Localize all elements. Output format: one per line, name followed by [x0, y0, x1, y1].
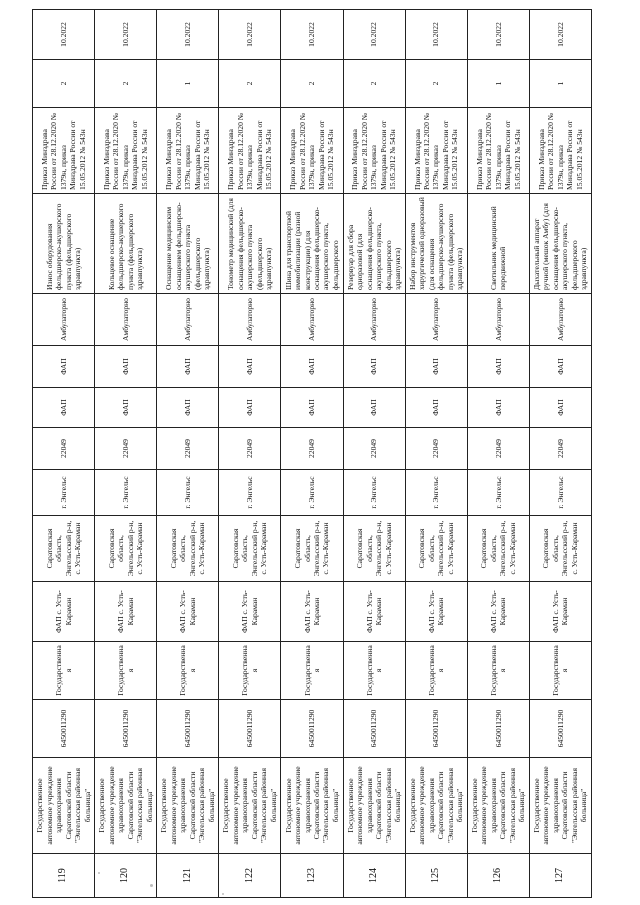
quantity-cell: 1	[157, 60, 219, 108]
settlement-cell: г. Энгельс	[405, 470, 467, 516]
year-cell: 22049	[405, 428, 467, 470]
object-address-cell: Саратовская область, Энгельсский р-н, с. Усть-Караман	[343, 516, 405, 582]
ownership-form-cell: Государственная	[343, 642, 405, 700]
object-type-cell: ФАП	[33, 388, 95, 428]
settlement-cell: г. Энгельс	[95, 470, 157, 516]
object-name-cell: ФАП с. Усть-Караман	[219, 582, 281, 642]
inn-cell: 6450011290	[157, 700, 219, 758]
measure-description-cell: Светильник медицинский передвижной	[467, 194, 529, 294]
settlement-cell: г. Энгельс	[281, 470, 343, 516]
care-form-cell: Амбулаторно	[95, 294, 157, 346]
deadline-cell: 10.2022	[467, 10, 529, 60]
row-number-cell: 120	[95, 854, 157, 898]
object-name-cell: ФАП с. Усть-Караман	[467, 582, 529, 642]
care-form-cell: Амбулаторно	[343, 294, 405, 346]
deadline-cell: 10.2022	[95, 10, 157, 60]
measure-description-cell: Дыхательный аппарат ручной (мешок Амбу) (для оснащения фельдшерско-акушерского пункта, фельдшерского здравпункта)	[529, 194, 591, 294]
inn-cell: 6450011290	[467, 700, 529, 758]
row-number-cell: 125	[405, 854, 467, 898]
care-form-cell: Амбулаторно	[405, 294, 467, 346]
settlement-cell: г. Энгельс	[467, 470, 529, 516]
institution-name-cell: Государственное автономное учреждение здравоохранения Саратовской области "Энгельсская районная больница"	[157, 758, 219, 854]
row-number-cell: 121	[157, 854, 219, 898]
deadline-cell: 10.2022	[529, 10, 591, 60]
unit-type-cell: ФАП	[95, 346, 157, 388]
year-cell: 22049	[281, 428, 343, 470]
table-row	[281, 10, 343, 898]
care-form-cell: Амбулаторно	[157, 294, 219, 346]
regulation-cell: Приказ Минздрава России от 28.12.2020 № 1379н, приказ Минздрава России от 15.05.2012 № 543н	[529, 108, 591, 194]
deadline-cell: 10.2022	[281, 10, 343, 60]
measure-description-cell: Набор инструментов хирургический одноразовый (для оснащения фельдшерско-акушерского пункта (фельдшерского здравпункта)	[405, 194, 467, 294]
deadline-cell: 10.2022	[405, 10, 467, 60]
measure-description-cell: Износ оборудования фельдшерско-акушерского пункта (фельдшерского здравпункта)	[33, 194, 95, 294]
object-address-cell: Саратовская область, Энгельсский р-н, с. Усть-Караман	[219, 516, 281, 582]
row-number-cell: 127	[529, 854, 591, 898]
measure-description-cell: Кольцевое оснащение фельдшерско-акушерского пункта (фельдшерского здравпункта)	[95, 194, 157, 294]
object-name-cell: ФАП с. Усть-Караман	[343, 582, 405, 642]
quantity-cell: 2	[405, 60, 467, 108]
table-row	[343, 10, 405, 898]
table-row	[219, 10, 281, 898]
unit-type-cell: ФАП	[529, 346, 591, 388]
quantity-cell: 2	[219, 60, 281, 108]
institution-name-cell: Государственное автономное учреждение здравоохранения Саратовской области "Энгельсская районная больница"	[281, 758, 343, 854]
scan-speck	[150, 884, 153, 887]
object-name-cell: ФАП с. Усть-Караман	[529, 582, 591, 642]
object-name-cell: ФАП с. Усть-Караман	[33, 582, 95, 642]
table-row	[95, 10, 157, 898]
measure-description-cell: Шина для транспортной иммобилизации (разной конструкции) (для оснащения фельдшерско-акушерского пункта, фельдшерского	[281, 194, 343, 294]
settlement-cell: г. Энгельс	[33, 470, 95, 516]
table-row	[33, 10, 95, 898]
object-address-cell: Саратовская область, Энгельсский р-н, с. Усть-Караман	[33, 516, 95, 582]
deadline-cell: 10.2022	[343, 10, 405, 60]
object-name-cell: ФАП с. Усть-Караман	[281, 582, 343, 642]
year-cell: 22049	[343, 428, 405, 470]
object-address-cell: Саратовская область, Энгельсский р-н, с. Усть-Караман	[281, 516, 343, 582]
year-cell: 22049	[467, 428, 529, 470]
regulation-cell: Приказ Минздрава России от 28.12.2020 № 1379н, приказ Минздрава России от 15.05.2012 № 543н	[281, 108, 343, 194]
row-number-cell: 123	[281, 854, 343, 898]
table-body	[33, 10, 592, 898]
measure-description-cell: Оснащение медицинским оснащением фельдшерско-акушерского пункта (фельдшерского здравпункта)	[157, 194, 219, 294]
object-name-cell: ФАП с. Усть-Караман	[405, 582, 467, 642]
regulation-cell: Приказ Минздрава России от 28.12.2020 № 1379н, приказ Минздрава России от 15.05.2012 № 543н	[467, 108, 529, 194]
regulation-cell: Приказ Минздрава России от 28.12.2020 № 1379н, приказ Минздрава России от 15.05.2012 № 543н	[157, 108, 219, 194]
object-address-cell: Саратовская область, Энгельсский р-н, с. Усть-Караман	[95, 516, 157, 582]
settlement-cell: г. Энгельс	[529, 470, 591, 516]
inn-cell: 6450011290	[343, 700, 405, 758]
inn-cell: 6450011290	[281, 700, 343, 758]
object-type-cell: ФАП	[157, 388, 219, 428]
year-cell: 22049	[529, 428, 591, 470]
ownership-form-cell: Государственная	[157, 642, 219, 700]
regulation-cell: Приказ Минздрава России от 28.12.2020 № 1379н, приказ Минздрава России от 15.05.2012 № 543н	[33, 108, 95, 194]
unit-type-cell: ФАП	[157, 346, 219, 388]
institution-name-cell: Государственное автономное учреждение здравоохранения Саратовской области "Энгельсская районная больница"	[219, 758, 281, 854]
institution-name-cell: Государственное автономное учреждение здравоохранения Саратовской области "Энгельсская районная больница"	[405, 758, 467, 854]
regulation-cell: Приказ Минздрава России от 28.12.2020 № 1379н, приказ Минздрава России от 15.05.2012 № 543н	[405, 108, 467, 194]
ownership-form-cell: Государственная	[467, 642, 529, 700]
object-type-cell: ФАП	[95, 388, 157, 428]
settlement-cell: г. Энгельс	[343, 470, 405, 516]
care-form-cell: Амбулаторно	[33, 294, 95, 346]
regulation-cell: Приказ Минздрава России от 28.12.2020 № 1379н, приказ Минздрава России от 15.05.2012 № 543н	[343, 108, 405, 194]
care-form-cell: Амбулаторно	[219, 294, 281, 346]
object-type-cell: ФАП	[281, 388, 343, 428]
regulation-cell: Приказ Минздрава России от 28.12.2020 № 1379н, приказ Минздрава России от 15.05.2012 № 543н	[95, 108, 157, 194]
scan-speck	[222, 893, 224, 895]
table-row	[529, 10, 591, 898]
year-cell: 22049	[157, 428, 219, 470]
table-row	[467, 10, 529, 898]
quantity-cell: 2	[343, 60, 405, 108]
rotated-table-wrapper	[32, 22, 592, 898]
row-number-cell: 124	[343, 854, 405, 898]
measure-description-cell: Тонометр медицинский (для оснащения фельдшерско-акушерского пункта (фельдшерского здравпункта)	[219, 194, 281, 294]
care-form-cell: Амбулаторно	[467, 294, 529, 346]
object-name-cell: ФАП с. Усть-Караман	[95, 582, 157, 642]
institution-name-cell: Государственное автономное учреждение здравоохранения Саратовской области "Энгельсская районная больница"	[95, 758, 157, 854]
object-type-cell: ФАП	[405, 388, 467, 428]
quantity-cell: 2	[95, 60, 157, 108]
object-address-cell: Саратовская область, Энгельсский р-н, с. Усть-Караман	[467, 516, 529, 582]
row-number-cell: 119	[33, 854, 95, 898]
quantity-cell: 1	[467, 60, 529, 108]
object-type-cell: ФАП	[219, 388, 281, 428]
regulation-cell: Приказ Минздрава России от 28.12.2020 № 1379н, приказ Минздрава России от 15.05.2012 № 543н	[219, 108, 281, 194]
ownership-form-cell: Государственная	[405, 642, 467, 700]
table-row	[405, 10, 467, 898]
inn-cell: 6450011290	[405, 700, 467, 758]
unit-type-cell: ФАП	[467, 346, 529, 388]
object-name-cell: ФАП с. Усть-Караман	[157, 582, 219, 642]
quantity-cell: 2	[281, 60, 343, 108]
row-number-cell: 126	[467, 854, 529, 898]
institution-name-cell: Государственное автономное учреждение здравоохранения Саратовской области "Энгельсская районная больница"	[529, 758, 591, 854]
institution-name-cell: Государственное автономное учреждение здравоохранения Саратовской области "Энгельсская районная больница"	[467, 758, 529, 854]
quantity-cell: 1	[529, 60, 591, 108]
care-form-cell: Амбулаторно	[529, 294, 591, 346]
quantity-cell: 2	[33, 60, 95, 108]
unit-type-cell: ФАП	[343, 346, 405, 388]
ownership-form-cell: Государственная	[529, 642, 591, 700]
object-address-cell: Саратовская область, Энгельсский р-н, с. Усть-Караман	[529, 516, 591, 582]
object-address-cell: Саратовская область, Энгельсский р-н, с. Усть-Караман	[157, 516, 219, 582]
settlement-cell: г. Энгельс	[157, 470, 219, 516]
year-cell: 22049	[219, 428, 281, 470]
ownership-form-cell: Государственная	[219, 642, 281, 700]
object-address-cell: Саратовская область, Энгельсский р-н, с. Усть-Караман	[405, 516, 467, 582]
year-cell: 22049	[95, 428, 157, 470]
inn-cell: 6450011290	[529, 700, 591, 758]
inn-cell: 6450011290	[219, 700, 281, 758]
institution-name-cell: Государственное автономное учреждение здравоохранения Саратовской области "Энгельсская районная больница"	[33, 758, 95, 854]
institution-name-cell: Государственное автономное учреждение здравоохранения Саратовской области "Энгельсская районная больница"	[343, 758, 405, 854]
object-type-cell: ФАП	[343, 388, 405, 428]
year-cell: 22049	[33, 428, 95, 470]
unit-type-cell: ФАП	[281, 346, 343, 388]
scan-speck	[98, 872, 100, 874]
unit-type-cell: ФАП	[405, 346, 467, 388]
row-number-cell: 122	[219, 854, 281, 898]
inn-cell: 6450011290	[95, 700, 157, 758]
ownership-form-cell: Государственная	[281, 642, 343, 700]
table-row	[157, 10, 219, 898]
object-type-cell: ФАП	[467, 388, 529, 428]
deadline-cell: 10.2022	[157, 10, 219, 60]
unit-type-cell: ФАП	[33, 346, 95, 388]
unit-type-cell: ФАП	[219, 346, 281, 388]
care-form-cell: Амбулаторно	[281, 294, 343, 346]
settlement-cell: г. Энгельс	[219, 470, 281, 516]
deadline-cell: 10.2022	[33, 10, 95, 60]
ownership-form-cell: Государственная	[95, 642, 157, 700]
equipment-table	[32, 9, 592, 898]
inn-cell: 6450011290	[33, 700, 95, 758]
ownership-form-cell: Государственная	[33, 642, 95, 700]
measure-description-cell: Резервуар для сбора одноразовой (для оснащения фельдшерско-акушерского пункта, фельдшерского здравпункта)	[343, 194, 405, 294]
deadline-cell: 10.2022	[219, 10, 281, 60]
object-type-cell: ФАП	[529, 388, 591, 428]
